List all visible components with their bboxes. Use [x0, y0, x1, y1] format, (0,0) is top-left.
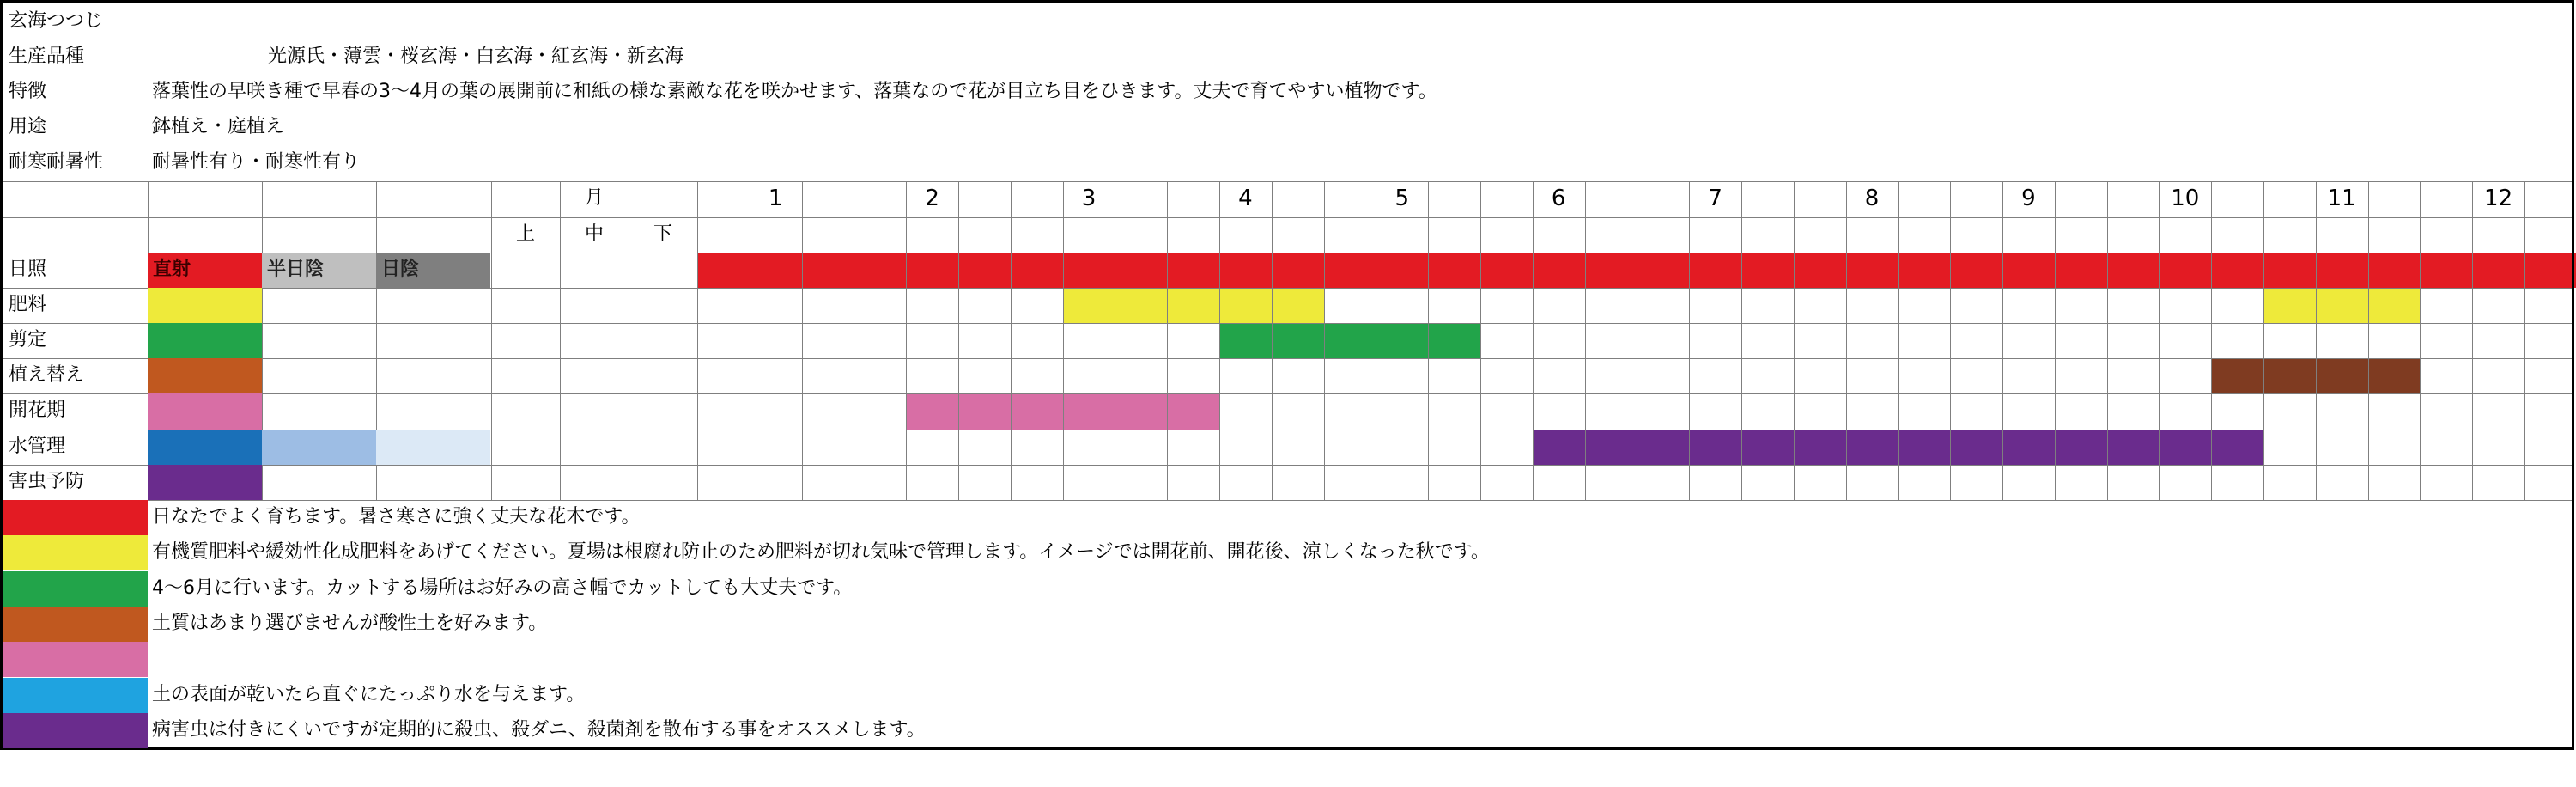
sheet-border-bottom [0, 747, 2574, 750]
info-label-hardiness: 耐寒耐暑性 [9, 151, 104, 173]
legend-swatch [3, 607, 148, 642]
legend-note-text: 病害虫は付きにくいですが定期的に殺虫、殺ダニ、殺菌剤を散布する事をオススメします。 [152, 719, 926, 741]
row-legend-swatch [148, 288, 262, 323]
month-header: 月 [584, 187, 604, 209]
grid-row-line [0, 217, 2572, 218]
row-label: 水管理 [9, 436, 66, 457]
grid-col-line [1794, 181, 1795, 500]
grid-col-line [697, 181, 698, 500]
month-label: 8 [1864, 186, 1880, 211]
grid-col-line [1741, 181, 1742, 500]
legend-swatch [3, 642, 148, 677]
row-label: 日照 [9, 259, 47, 280]
legend-note-text: 日なたでよく育ちます。暑さ寒さに強く丈夫な花木です。 [152, 506, 641, 528]
row-legend-swatch [148, 358, 262, 394]
grid-col-line [1950, 181, 1951, 500]
grid-col-line [802, 181, 803, 500]
row-label: 植え替え [9, 364, 85, 386]
period-mid: 中 [584, 223, 604, 245]
grid-col-line [2420, 181, 2421, 500]
row-label: 剪定 [9, 329, 47, 351]
info-label-usage: 用途 [9, 116, 47, 137]
grid-col-line [2472, 181, 2473, 500]
legend-swatch [3, 713, 148, 748]
row-label: 肥料 [9, 294, 47, 315]
grid-col-line [2211, 181, 2212, 500]
schedule-bar [1219, 323, 1480, 358]
grid-col-line [906, 181, 907, 500]
legend-swatch [3, 678, 148, 713]
grid-col-line [2055, 181, 2056, 500]
grid-col-line [958, 181, 959, 500]
month-label: 5 [1394, 186, 1410, 211]
grid-col-line [2316, 181, 2317, 500]
legend-note-text: 土の表面が乾いたら直ぐにたっぷり水を与えます。 [152, 684, 586, 705]
sun-legend-label: 日陰 [381, 259, 420, 280]
grid-row-line [0, 323, 2572, 324]
grid-col-line [1324, 181, 1325, 500]
sun-legend-swatch [376, 253, 490, 288]
month-label: 7 [1708, 186, 1722, 211]
grid-col-line [2524, 181, 2525, 500]
sun-legend-swatch [148, 253, 262, 288]
grid-col-line [1480, 181, 1481, 500]
period-late: 下 [653, 223, 672, 245]
grid-col-line [1585, 181, 1586, 500]
grid-col-line [1167, 181, 1168, 500]
info-label-features: 特徴 [9, 81, 47, 102]
info-value-cultivars: 光源氏・薄雲・桜玄海・白玄海・紅玄海・新玄海 [268, 46, 684, 67]
row-legend-swatch [148, 394, 262, 430]
grid-row-line [0, 288, 2572, 289]
row-legend-swatch [148, 465, 262, 500]
month-label: 12 [2484, 186, 2513, 211]
month-label: 10 [2171, 186, 2200, 211]
grid-col-line [1272, 181, 1273, 500]
month-label: 4 [1238, 186, 1253, 211]
info-value-features: 落葉性の早咲き種で早春の3～4月の葉の展開前に和紙の様な素敵な花を咲かせます、落葉なので花が目立ち目をひきます。丈夫で育てやすい植物です。 [152, 81, 1437, 102]
legend-swatch [3, 571, 148, 607]
info-label-cultivars: 生産品種 [9, 46, 85, 67]
water-swatch-light [376, 430, 490, 465]
schedule-bar [1063, 288, 1324, 323]
grid-col-line [2107, 181, 2108, 500]
grid-col-line [2159, 181, 2160, 500]
sun-legend-label: 直射 [153, 259, 191, 280]
sheet-border-top [0, 0, 2574, 3]
row-legend-swatch [148, 323, 262, 358]
grid-row-line [0, 465, 2572, 466]
sun-legend-swatch [262, 253, 376, 288]
legend-note-text: 土質はあまり選びませんが酸性土を好みます。 [152, 613, 548, 634]
month-label: 11 [2327, 186, 2356, 211]
row-label: 開花期 [9, 400, 66, 421]
sheet-border-right [2572, 0, 2574, 749]
month-label: 1 [768, 186, 783, 211]
water-swatch-medium [262, 430, 376, 465]
info-value-usage: 鉢植え・庭植え [152, 116, 285, 137]
grid-row-line [0, 358, 2572, 359]
grid-col-line [1428, 181, 1429, 500]
grid-col-line [1846, 181, 1847, 500]
legend-note-text: 4～6月に行います。カットする場所はお好みの高さ幅でカットしても大丈夫です。 [152, 577, 853, 599]
grid-col-line [1689, 181, 1690, 500]
month-label: 2 [925, 186, 939, 211]
row-legend-swatch [148, 430, 262, 465]
legend-note-text: 有機質肥料や緩効性化成肥料をあげてください。夏場は根腐れ防止のため肥料が切れ気味で管理します。イメージでは開花前、開花後、涼しくなった秋です。 [152, 541, 1490, 563]
schedule-bar [2263, 288, 2420, 323]
grid-col-line [1533, 181, 1534, 500]
sun-legend-label: 半日陰 [267, 259, 325, 280]
grid-col-line [1011, 181, 1012, 500]
info-value-hardiness: 耐暑性有り・耐寒性有り [152, 151, 361, 173]
row-label: 害虫予防 [9, 471, 85, 492]
grid-col-line [2368, 181, 2369, 500]
month-label: 6 [1551, 186, 1566, 211]
grid-col-line [2263, 181, 2264, 500]
period-early: 上 [515, 223, 535, 245]
legend-swatch [3, 500, 148, 535]
month-label: 9 [2021, 186, 2036, 211]
plant-title: 玄海つつじ [9, 10, 104, 32]
legend-swatch [3, 535, 148, 570]
grid-col-line [1063, 181, 1064, 500]
grid-col-line [2002, 181, 2003, 500]
month-label: 3 [1081, 186, 1097, 211]
grid-col-line [1898, 181, 1899, 500]
grid-col-line [1219, 181, 1220, 500]
